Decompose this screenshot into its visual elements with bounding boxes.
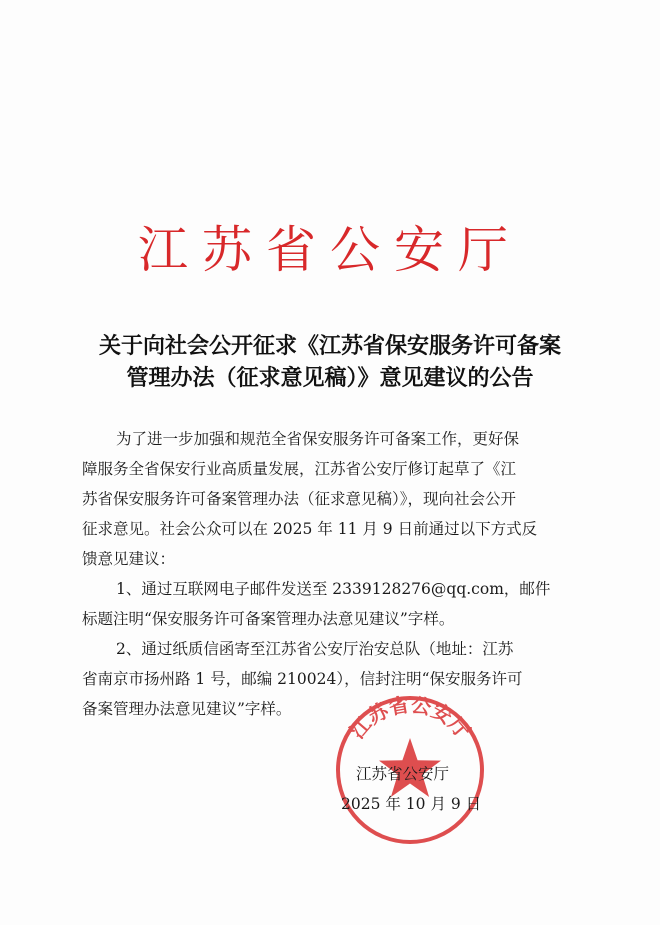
issuer-header: 江苏省公安厅 bbox=[138, 221, 522, 279]
body-line: 障服务全省保安行业高质量发展，江苏省公安厅修订起草了《江 bbox=[82, 460, 517, 478]
title-line-2: 管理办法（征求意见稿）》意见建议的公告 bbox=[126, 365, 534, 391]
body-line: 省南京市扬州路 1 号，邮编 210024），信封注明“保安服务许可 bbox=[82, 670, 523, 688]
body-line: 1、通过互联网电子邮件发送至 2339128276@qq.com，邮件 bbox=[116, 580, 551, 598]
body-line: 标题注明“保安服务许可备案管理办法意见建议”字样。 bbox=[82, 610, 455, 628]
body-line: 苏省保安服务许可备案管理办法（征求意见稿）》，现向社会公开 bbox=[82, 490, 517, 508]
body-line: 备案管理办法意见建议”字样。 bbox=[82, 700, 292, 718]
title-line-1: 关于向社会公开征求《江苏省保安服务许可备案 bbox=[98, 333, 561, 359]
seal-text: 江苏省公安厅 bbox=[344, 692, 476, 744]
announcement-title bbox=[60, 330, 600, 394]
signature-organization: 江苏省公安厅 bbox=[356, 765, 450, 783]
body-line: 征求意见。社会公众可以在 2025 年 11 月 9 日前通过以下方式反 bbox=[82, 520, 538, 538]
body-line: 馈意见建议： bbox=[82, 550, 176, 568]
body-line: 为了进一步加强和规范全省保安服务许可备案工作，更好保 bbox=[116, 430, 520, 448]
announcement-body bbox=[82, 424, 582, 724]
signature-date: 2025 年 10 月 9 日 bbox=[341, 795, 482, 813]
svg-text:江苏省公安厅 bbox=[345, 692, 475, 743]
body-line: 2、通过纸质信函寄至江苏省公安厅治安总队（地址：江苏 bbox=[116, 640, 514, 658]
